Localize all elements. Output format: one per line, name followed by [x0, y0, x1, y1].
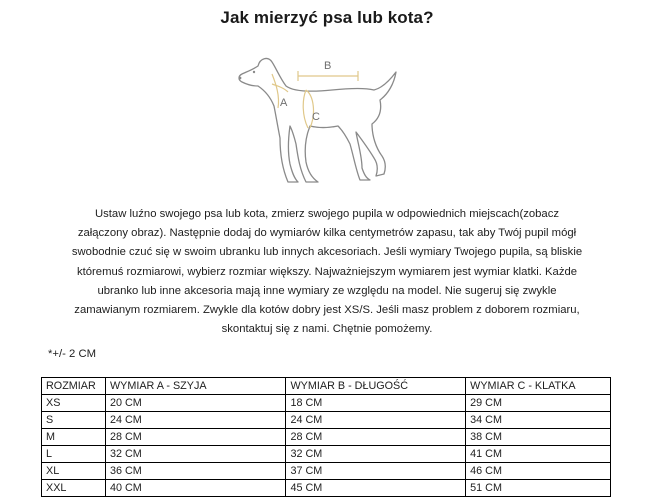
cell-chest: 41 CM	[466, 446, 611, 463]
paragraph-line: któremuś rozmiarowi, wybierz rozmiar większy. Najważniejszym wymiarem jest wymiar klatki. Każde	[76, 265, 578, 278]
header-length: WYMIAR B - DŁUGOŚĆ	[286, 378, 466, 395]
cell-chest: 38 CM	[466, 429, 611, 446]
header-chest: WYMIAR C - KLATKA	[466, 378, 611, 395]
table-row	[42, 446, 611, 463]
header-neck: WYMIAR A - SZYJA	[105, 378, 286, 395]
paragraph-line: skontaktuj się z nami. Chętnie pomożemy.	[221, 323, 433, 336]
cell-size: XXL	[42, 480, 106, 497]
table-row	[42, 463, 611, 480]
paragraph-line: zamawianym rozmiarem. Zwykle dla kotów dobry jest XS/S. Jeśli masz problem z doborem rozmiaru,	[74, 304, 580, 317]
paragraph-line: Ustaw luźno swojego psa lub kota, zmierz swojego pupila w odpowiednich miejscach(zobacz	[94, 208, 560, 220]
cell-neck: 20 CM	[105, 395, 286, 412]
table-row	[42, 480, 611, 497]
cell-size: XS	[42, 395, 106, 412]
cell-length: 18 CM	[286, 395, 466, 412]
cell-size: L	[42, 446, 106, 463]
cell-length: 28 CM	[286, 429, 466, 446]
cell-neck: 24 CM	[105, 412, 286, 429]
cell-neck: 28 CM	[105, 429, 286, 446]
header-size: ROZMIAR	[42, 378, 106, 395]
page-title: Jak mierzyć psa lub kota?	[220, 8, 434, 27]
table-header-row	[42, 378, 611, 395]
cell-chest: 29 CM	[466, 395, 611, 412]
cell-length: 37 CM	[286, 463, 466, 480]
table-row	[42, 395, 611, 412]
dog-nose	[239, 77, 242, 80]
tolerance-note: *+/- 2 CM	[48, 348, 97, 360]
table-row	[42, 429, 611, 446]
table-row	[42, 412, 611, 429]
label-c: C	[312, 111, 320, 123]
instructions-paragraph	[40, 205, 614, 339]
cell-chest: 46 CM	[466, 463, 611, 480]
cell-chest: 51 CM	[466, 480, 611, 497]
paragraph-line: ubranko lub inne akcesoria mają inne wymiary ze względu na model. Nie sugeruj się zwykle	[97, 284, 557, 297]
cell-size: XL	[42, 463, 106, 480]
cell-size: S	[42, 412, 106, 429]
cell-length: 24 CM	[286, 412, 466, 429]
dog-outline-icon	[232, 44, 402, 192]
cell-neck: 36 CM	[105, 463, 286, 480]
cell-neck: 32 CM	[105, 446, 286, 463]
cell-size: M	[42, 429, 106, 446]
paragraph-line: załączony obraz). Następnie dodaj do wymiarów kilka centymetrów zapasu, tak aby Twój pupil mógł	[77, 227, 577, 240]
cell-neck: 40 CM	[105, 480, 286, 497]
cell-chest: 34 CM	[466, 412, 611, 429]
label-a: A	[280, 97, 288, 109]
label-b: B	[324, 60, 332, 72]
cell-length: 45 CM	[286, 480, 466, 497]
paragraph-line: swobodnie czuć się w swoim ubranku lub innych akcesoriach. Jeśli wymiary Twojego pupila, są bliskie	[71, 246, 583, 259]
dog-eye	[253, 71, 255, 73]
size-table	[41, 377, 611, 497]
cell-length: 32 CM	[286, 446, 466, 463]
dog-measurement-diagram	[232, 44, 402, 192]
